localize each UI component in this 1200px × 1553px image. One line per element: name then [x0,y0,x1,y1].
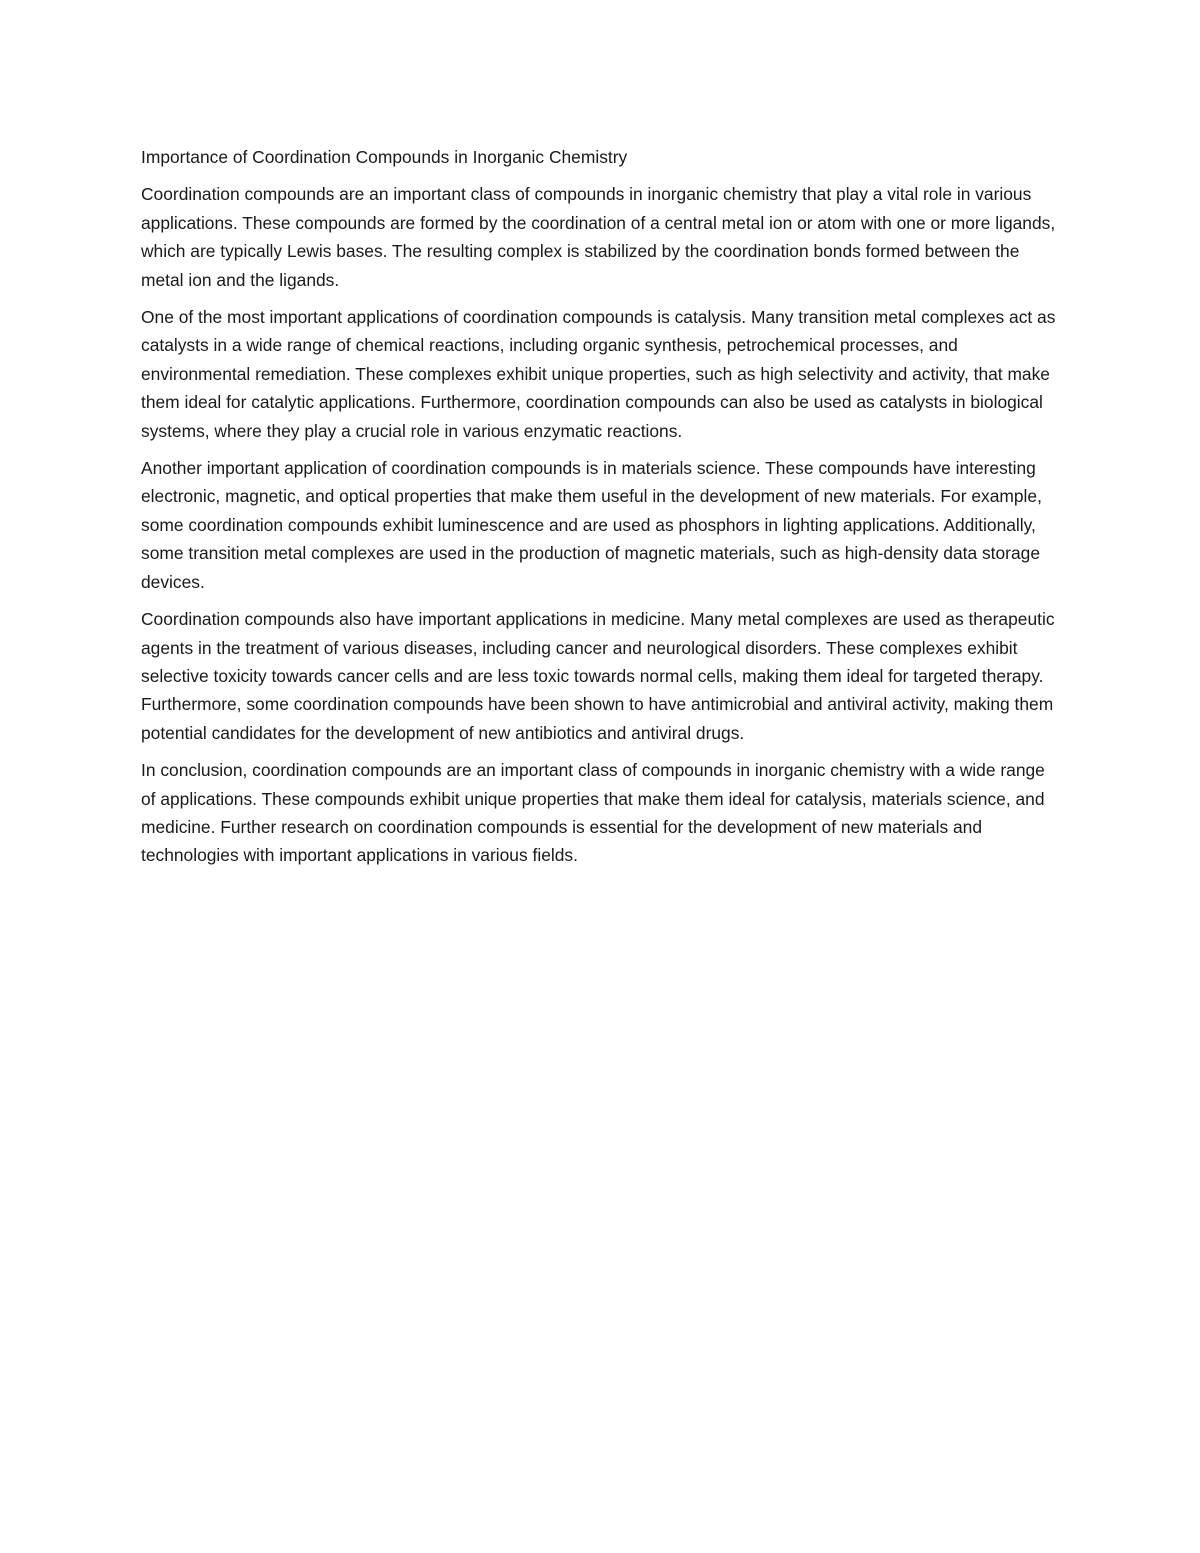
paragraph-introduction: Coordination compounds are an important class of compounds in inorganic chemistry that play a vital role in various applications. These compounds are formed by the coordination of a central metal ion or atom with one or more ligands, which are typically Lewis bases. The resulting complex is stabilized by the coordination bonds formed between the metal ion and the ligands. [141,184,1056,290]
document-title: Importance of Coordination Compounds in Inorganic Chemistry [141,147,628,167]
paragraph-conclusion: In conclusion, coordination compounds are an important class of compounds in inorganic chemistry with a wide range of applications. These compounds exhibit unique properties that make them ideal for catalysis, materials science, and medicine. Further research on coordination compounds is essential for the development of new materials and technologies with important applications in various fields. [141,760,1045,866]
paragraph-medicine: Coordination compounds also have important applications in medicine. Many metal complexes are used as therapeutic agents in the treatment of various diseases, including cancer and neurological disorders. These complexes exhibit selective toxicity towards cancer cells and are less toxic towards normal cells, making them ideal for targeted therapy. Furthermore, some coordination compounds have been shown to have antimicrobial and antiviral activity, making them potential candidates for the development of new antibiotics and antiviral drugs. [141,609,1055,743]
document-body [141,143,1059,879]
paragraph-materials-science: Another important application of coordination compounds is in materials science. These compounds have interesting electronic, magnetic, and optical properties that make them useful in the development of new materials. For example, some coordination compounds exhibit luminescence and are used as phosphors in lighting applications. Additionally, some transition metal complexes are used in the production of magnetic materials, such as high-density data storage devices. [141,458,1042,592]
paragraph-catalysis: One of the most important applications of coordination compounds is catalysis. Many transition metal complexes act as catalysts in a wide range of chemical reactions, including organic synthesis, petrochemical processes, and environmental remediation. These complexes exhibit unique properties, such as high selectivity and activity, that make them ideal for catalytic applications. Furthermore, coordination compounds can also be used as catalysts in biological systems, where they play a crucial role in various enzymatic reactions. [141,307,1056,441]
